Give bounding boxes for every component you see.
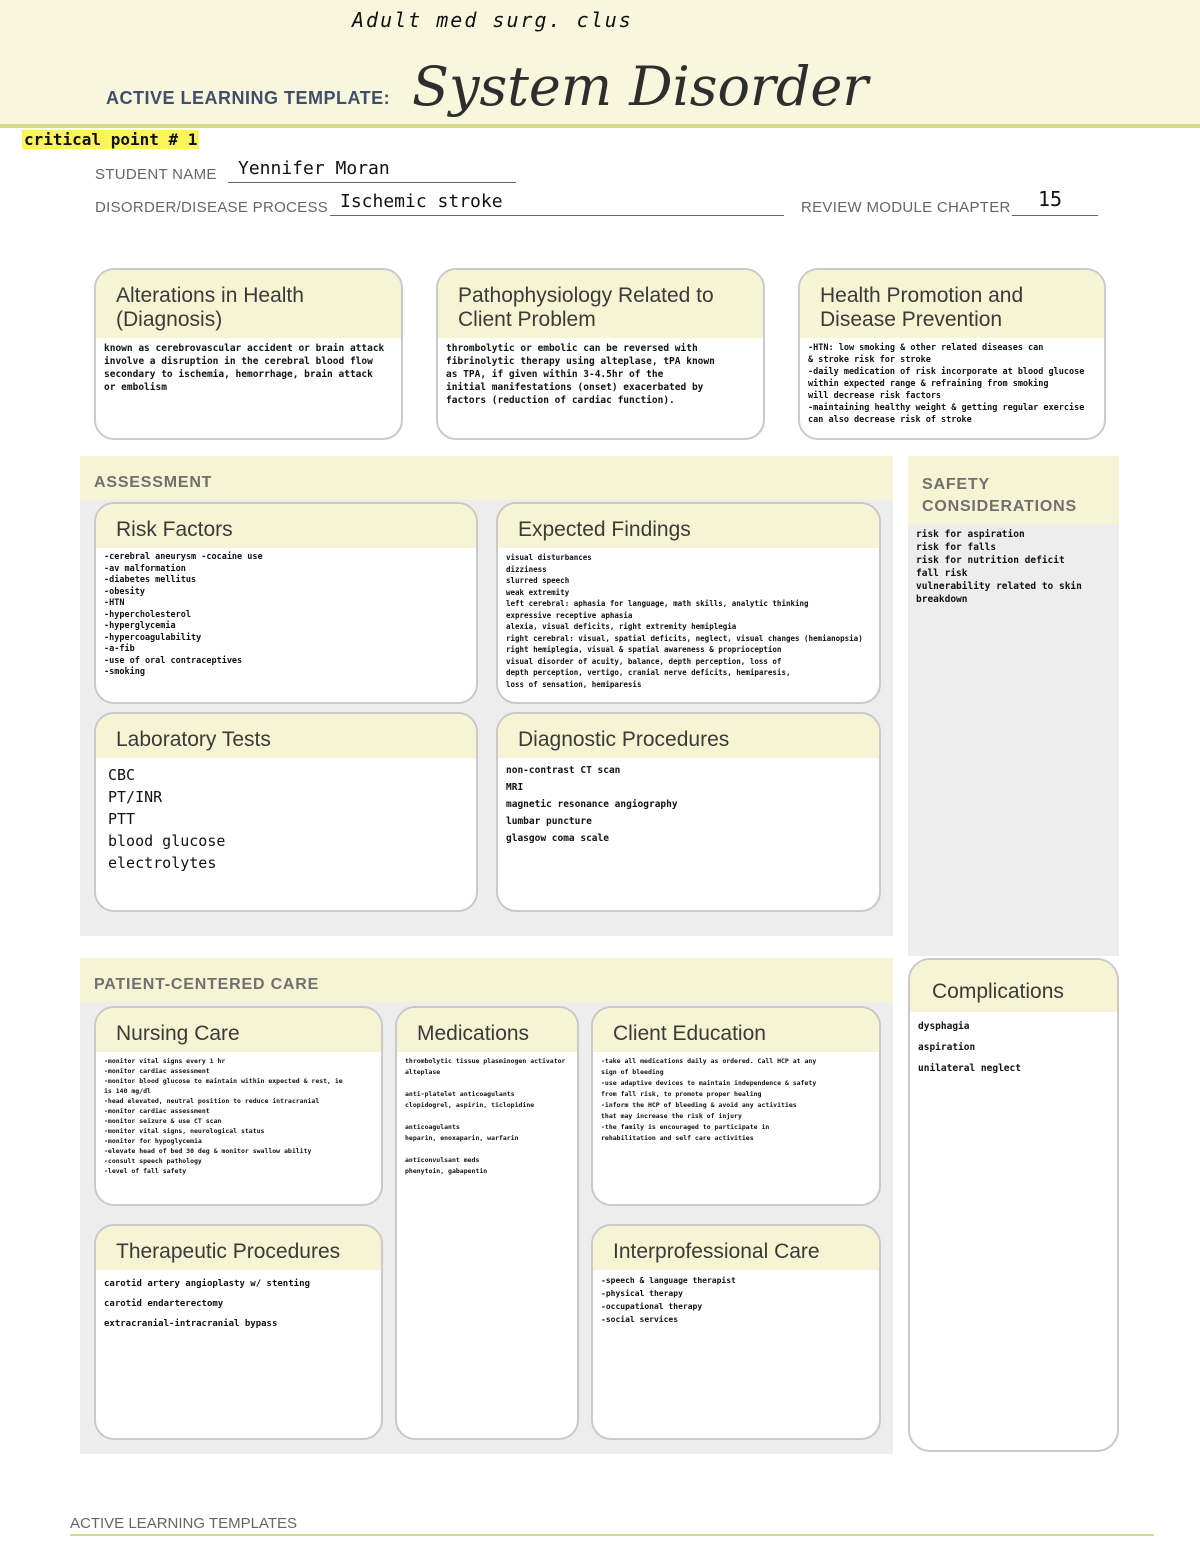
panel-diagnostic-procedures bbox=[496, 712, 881, 912]
review-module-value: 15 bbox=[1038, 187, 1063, 211]
safety-title: SAFETY CONSIDERATIONS bbox=[908, 456, 1119, 524]
disorder-value: Ischemic stroke bbox=[340, 191, 503, 212]
panel-health-promotion bbox=[798, 268, 1106, 440]
panel-medications bbox=[395, 1006, 579, 1440]
panel-alterations-in-health bbox=[94, 268, 403, 440]
panel-text[interactable]: dysphagia aspiration unilateral neglect bbox=[918, 1021, 1021, 1074]
panel-text[interactable]: thrombolytic or embolic can be reversed with fibrinolytic therapy using alteplase, tPA known as TPA, if given within 3-4.5hr of the initial manifestations (onset) exacerbated by factors (reduction of cardiac function). bbox=[446, 343, 715, 406]
panel-title: Pathophysiology Related to Client Problem bbox=[438, 270, 763, 338]
panel-text[interactable]: non-contrast CT scan MRI magnetic resonance angiography lumbar puncture glasgow coma scale bbox=[506, 765, 678, 844]
panel-title: Diagnostic Procedures bbox=[498, 714, 879, 758]
panel-text[interactable]: carotid artery angioplasty w/ stenting carotid endarterectomy extracranial-intracranial bypass bbox=[104, 1279, 310, 1329]
panel-expected-findings bbox=[496, 502, 881, 704]
panel-title: Interprofessional Care bbox=[593, 1226, 879, 1270]
footer-label: ACTIVE LEARNING TEMPLATES bbox=[70, 1515, 297, 1532]
panel-risk-factors bbox=[94, 502, 478, 704]
panel-client-education bbox=[591, 1006, 881, 1206]
panel-text[interactable]: known as cerebrovascular accident or brain attack involve a disruption in the cerebral blood flow secondary to ischemia, hemorrhage, brain attack or embolism bbox=[104, 343, 385, 393]
panel-text[interactable]: CBC PT/INR PTT blood glucose electrolytes bbox=[108, 766, 226, 872]
handwritten-header: Adult med surg. clus bbox=[352, 8, 633, 32]
footer-divider bbox=[70, 1534, 1154, 1536]
panel-title: Health Promotion and Disease Prevention bbox=[800, 270, 1104, 338]
critical-point-note: critical point # 1 bbox=[24, 130, 198, 149]
disorder-field[interactable] bbox=[330, 191, 784, 216]
panel-text[interactable]: -speech & language therapist -physical therapy -occupational therapy -social services bbox=[601, 1276, 736, 1324]
panel-pathophysiology bbox=[436, 268, 765, 440]
panel-text[interactable]: -cerebral aneurysm -cocaine use -av malformation -diabetes mellitus -obesity -HTN -hypercholesterol -hyperglycemia -hypercoagulability -a-fib -use of oral contraceptives -smoking bbox=[104, 552, 263, 677]
panel-laboratory-tests bbox=[94, 712, 478, 912]
panel-complications bbox=[908, 958, 1119, 1452]
panel-therapeutic-procedures bbox=[94, 1224, 383, 1440]
student-name-label: STUDENT NAME bbox=[95, 166, 217, 183]
panel-text[interactable]: thrombolytic tissue plasminogen activator alteplase anti-platelet anticoagulants clopidogrel, aspirin, ticlopidine anticoagulants heparin, enoxaparin, warfarin anticonvulsant meds phenytoin, gabapentin bbox=[405, 1057, 566, 1175]
assessment-header: ASSESSMENT bbox=[80, 456, 893, 500]
panel-title: Expected Findings bbox=[498, 504, 879, 548]
student-name-field[interactable] bbox=[228, 158, 516, 183]
panel-interprofessional-care bbox=[591, 1224, 881, 1440]
panel-title: Laboratory Tests bbox=[96, 714, 476, 758]
header-divider bbox=[0, 124, 1200, 128]
patient-care-header: PATIENT-CENTERED CARE bbox=[80, 958, 893, 1002]
panel-title: Therapeutic Procedures bbox=[96, 1226, 381, 1270]
template-title: System Disorder bbox=[412, 55, 869, 118]
panel-title: Client Education bbox=[593, 1008, 879, 1052]
panel-title: Complications bbox=[910, 960, 1117, 1012]
panel-title: Medications bbox=[397, 1008, 577, 1052]
student-name-value: Yennifer Moran bbox=[238, 158, 390, 179]
panel-text[interactable]: -take all medications daily as ordered. Call HCP at any sign of bleeding -use adaptive devices to maintain independence & safety from fall risk, to promote proper healing -inform the HCP of bleeding & avoid any activities that may increase the risk of injury -the family is encouraged to participate in rehabilitation and self care activities bbox=[601, 1057, 817, 1142]
panel-nursing-care bbox=[94, 1006, 383, 1206]
panel-text[interactable]: -HTN: low smoking & other related diseases can & stroke risk for stroke -daily medication of risk incorporate at blood glucose within expected range & refraining from smoking will decrease risk factors -maintaining healthy weight & getting regular exercise can also decrease risk of stroke bbox=[808, 343, 1085, 425]
disorder-label: DISORDER/DISEASE PROCESS bbox=[95, 199, 329, 216]
panel-title: Alterations in Health (Diagnosis) bbox=[96, 270, 401, 338]
safety-text[interactable]: risk for aspiration risk for falls risk for nutrition deficit fall risk vulnerability related to skin breakdown bbox=[916, 529, 1082, 605]
panel-text[interactable]: -monitor vital signs every 1 hr -monitor cardiac assessment -monitor blood glucose to maintain within expected & rest, ie is 140 mg/dl -head elevated, neutral position to reduce intracranial -monitor cardiac assessment -monitor seizure & use CT scan -monitor vital signs, neurological status -monitor for hypoglycemia -elevate head of bed 30 deg & monitor swallow ability -consult speech pathology -level of fall safety bbox=[104, 1057, 343, 1175]
review-module-field[interactable] bbox=[1012, 187, 1098, 216]
review-module-label: REVIEW MODULE CHAPTER bbox=[801, 199, 1011, 216]
template-label: ACTIVE LEARNING TEMPLATE: bbox=[106, 88, 391, 108]
panel-title: Risk Factors bbox=[96, 504, 476, 548]
panel-text[interactable]: visual disturbances dizziness slurred speech weak extremity left cerebral: aphasia for language, math skills, analytic thinking expressive receptive aphasia alexia, visual deficits, right extremity hemiplegia right cerebral: visual, spatial deficits, neglect, visual changes (hemianopsia) right hemiplegia, visual & spatial awareness & proprioception visual disorder of acuity, balance, depth perception, loss of depth perception, vertigo, cranial nerve deficits, hemiparesis, loss of sensation, hemiparesis bbox=[506, 553, 863, 689]
panel-title: Nursing Care bbox=[96, 1008, 381, 1052]
